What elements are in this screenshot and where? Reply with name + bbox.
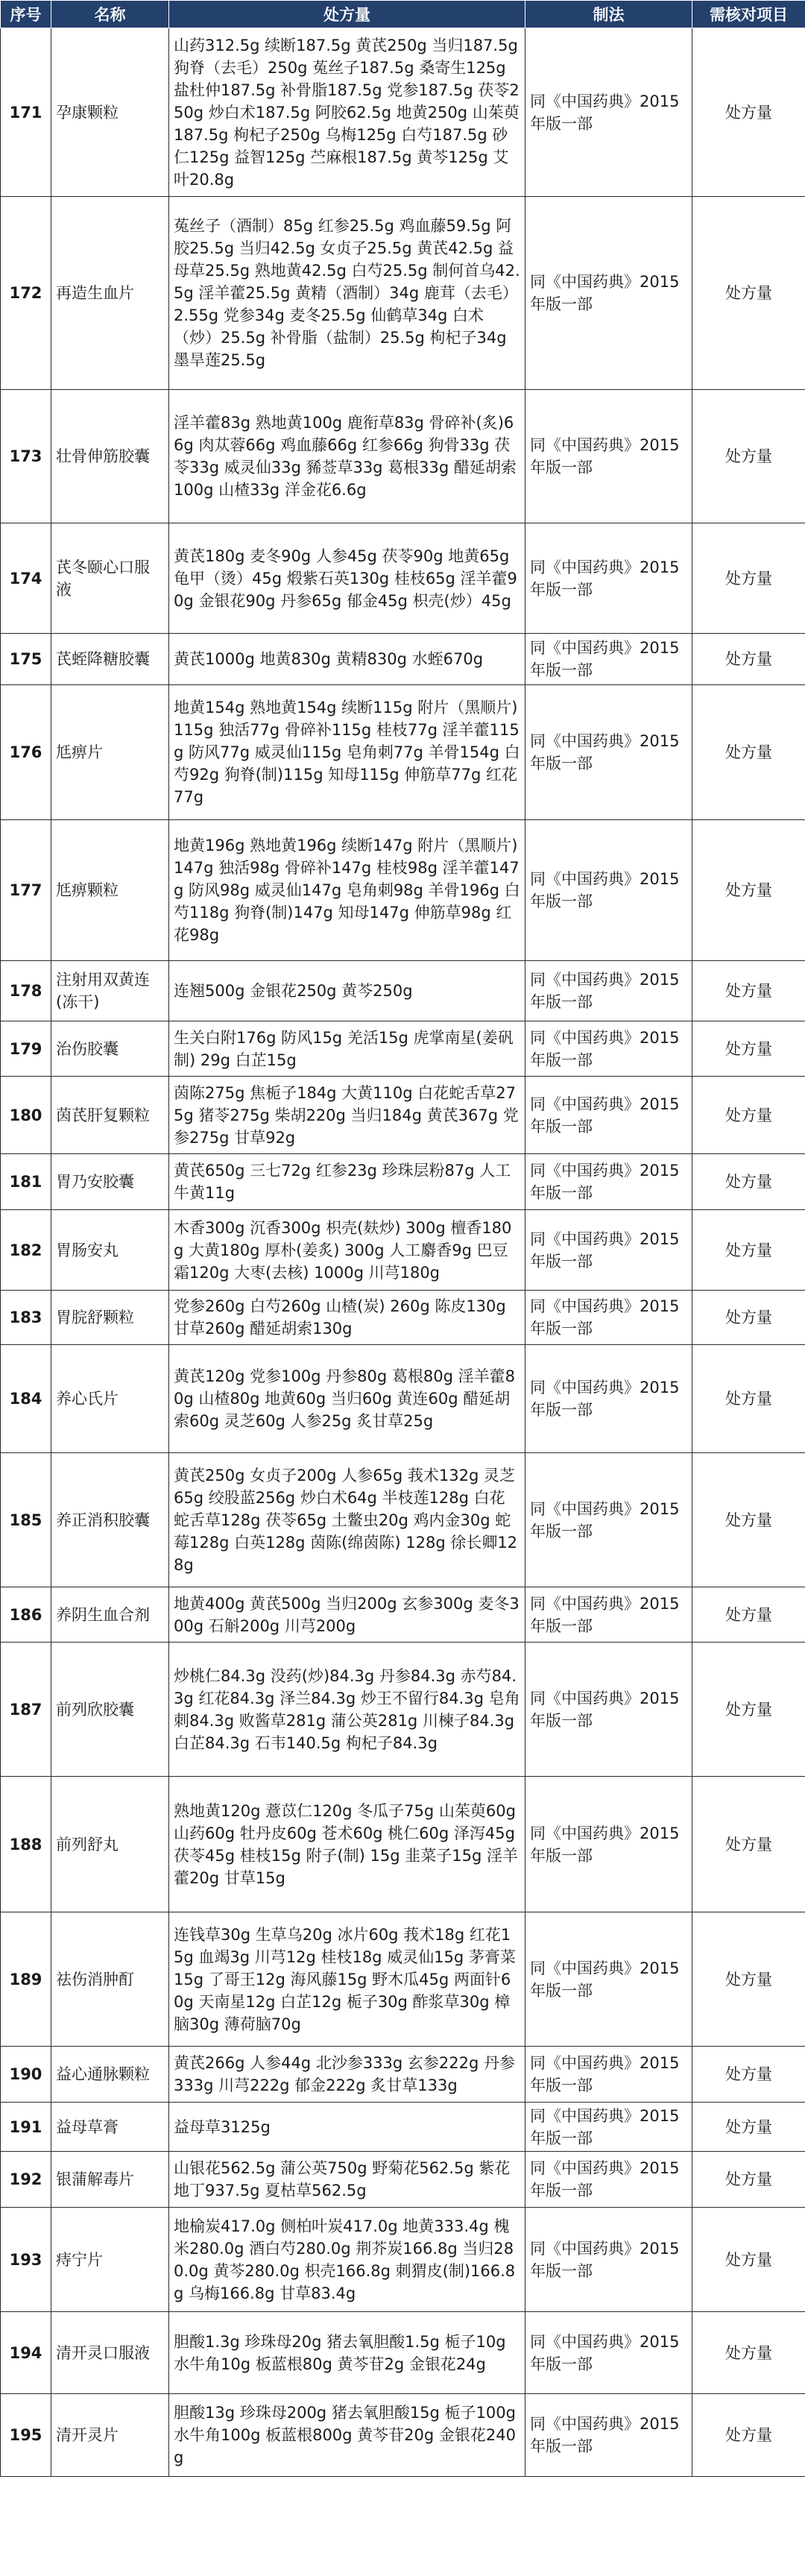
row-no: 175 [1, 634, 51, 685]
table-row [1, 1912, 805, 2047]
table-row [1, 2047, 805, 2103]
row-name: 痔宁片 [51, 2208, 169, 2312]
row-name: 养心氏片 [51, 1345, 169, 1453]
header-prescription: 处方量 [169, 1, 525, 28]
table-row [1, 820, 805, 961]
row-prescription: 黄芪180g 麦冬90g 人参45g 茯苓90g 地黄65g 龟甲（烫）45g 煅紫石英130g 桂枝65g 淫羊藿90g 金银花90g 丹参65g 郁金45g 枳壳(炒）45g [169, 523, 525, 634]
row-method: 同《中国药典》2015年版一部 [525, 1587, 692, 1643]
row-prescription: 黄芪1000g 地黄830g 黄精830g 水蛭670g [169, 634, 525, 685]
row-no: 181 [1, 1154, 51, 1210]
row-no: 183 [1, 1291, 51, 1345]
row-method: 同《中国药典》2015年版一部 [525, 197, 692, 390]
row-check: 处方量 [692, 1291, 805, 1345]
row-method: 同《中国药典》2015年版一部 [525, 2152, 692, 2208]
row-method: 同《中国药典》2015年版一部 [525, 634, 692, 685]
row-check: 处方量 [692, 1643, 805, 1777]
row-check: 处方量 [692, 1154, 805, 1210]
row-method: 同《中国药典》2015年版一部 [525, 1643, 692, 1777]
row-name: 益母草膏 [51, 2103, 169, 2152]
header-check: 需核对项目 [692, 1, 805, 28]
row-check: 处方量 [692, 1210, 805, 1291]
row-name: 清开灵片 [51, 2394, 169, 2477]
row-check: 处方量 [692, 28, 805, 197]
row-method: 同《中国药典》2015年版一部 [525, 28, 692, 197]
row-prescription: 山银花562.5g 蒲公英750g 野菊花562.5g 紫花地丁937.5g 夏枯草562.5g [169, 2152, 525, 2208]
row-name: 芪蛭降糖胶囊 [51, 634, 169, 685]
row-prescription: 连翘500g 金银花250g 黄芩250g [169, 961, 525, 1021]
header-method: 制法 [525, 1, 692, 28]
row-no: 174 [1, 523, 51, 634]
row-check: 处方量 [692, 523, 805, 634]
table-row [1, 1210, 805, 1291]
table-row [1, 2394, 805, 2477]
row-method: 同《中国药典》2015年版一部 [525, 1345, 692, 1453]
row-name: 清开灵口服液 [51, 2312, 169, 2394]
row-check: 处方量 [692, 2047, 805, 2103]
row-prescription: 党参260g 白芍260g 山楂(炭) 260g 陈皮130g 甘草260g 醋延胡索130g [169, 1291, 525, 1345]
row-name: 祛伤消肿酊 [51, 1912, 169, 2047]
row-method: 同《中国药典》2015年版一部 [525, 1777, 692, 1912]
row-prescription: 生关白附176g 防风15g 羌活15g 虎掌南星(姜矾制) 29g 白芷15g [169, 1021, 525, 1077]
header-no: 序号 [1, 1, 51, 28]
row-prescription: 黄芪120g 党参100g 丹参80g 葛根80g 淫羊藿80g 山楂80g 地黄60g 当归60g 黄连60g 醋延胡索60g 灵芝60g 人参25g 炙甘草25g [169, 1345, 525, 1453]
table-row [1, 1077, 805, 1154]
table-row [1, 390, 805, 523]
table-row [1, 685, 805, 820]
row-check: 处方量 [692, 1453, 805, 1587]
row-name: 养正消积胶囊 [51, 1453, 169, 1587]
row-method: 同《中国药典》2015年版一部 [525, 820, 692, 961]
row-check: 处方量 [692, 961, 805, 1021]
row-no: 191 [1, 2103, 51, 2152]
row-prescription: 胆酸13g 珍珠母200g 猪去氧胆酸15g 栀子100g 水牛角100g 板蓝根800g 黄芩苷20g 金银花240g [169, 2394, 525, 2477]
row-method: 同《中国药典》2015年版一部 [525, 2047, 692, 2103]
row-method: 同《中国药典》2015年版一部 [525, 1021, 692, 1077]
row-method: 同《中国药典》2015年版一部 [525, 1210, 692, 1291]
table-row [1, 1643, 805, 1777]
row-check: 处方量 [692, 197, 805, 390]
row-no: 190 [1, 2047, 51, 2103]
row-check: 处方量 [692, 1345, 805, 1453]
row-check: 处方量 [692, 390, 805, 523]
table-row [1, 961, 805, 1021]
row-no: 193 [1, 2208, 51, 2312]
table-row [1, 2208, 805, 2312]
row-no: 182 [1, 1210, 51, 1291]
row-no: 171 [1, 28, 51, 197]
row-no: 195 [1, 2394, 51, 2477]
row-prescription: 山药312.5g 续断187.5g 黄芪250g 当归187.5g 狗脊（去毛）250g 菟丝子187.5g 桑寄生125g 盐杜仲187.5g 补骨脂187.5g 党参187.5g 茯苓250g 炒白术187.5g 阿胶62.5g 地黄250g 山茱萸187.5g 枸杞子250g 乌梅125g 白芍187.5g 砂仁125g 益智125g 苎麻根187.5g 黄芩125g 艾叶20.8g [169, 28, 525, 197]
row-no: 187 [1, 1643, 51, 1777]
row-no: 194 [1, 2312, 51, 2394]
row-no: 188 [1, 1777, 51, 1912]
row-name: 胃肠安丸 [51, 1210, 169, 1291]
table-row [1, 2152, 805, 2208]
row-prescription: 黄芪650g 三七72g 红参23g 珍珠层粉87g 人工牛黄11g [169, 1154, 525, 1210]
row-check: 处方量 [692, 2208, 805, 2312]
header-name: 名称 [51, 1, 169, 28]
row-name: 治伤胶囊 [51, 1021, 169, 1077]
table-row [1, 197, 805, 390]
row-name: 益心通脉颗粒 [51, 2047, 169, 2103]
row-prescription: 黄芪266g 人参44g 北沙参333g 玄参222g 丹参333g 川芎222g 郁金222g 炙甘草133g [169, 2047, 525, 2103]
row-method: 同《中国药典》2015年版一部 [525, 1453, 692, 1587]
row-no: 173 [1, 390, 51, 523]
table-row [1, 634, 805, 685]
row-name: 养阴生血合剂 [51, 1587, 169, 1643]
row-prescription: 地黄154g 熟地黄154g 续断115g 附片（黑顺片)115g 独活77g 骨碎补115g 桂枝77g 淫羊藿115g 防风77g 威灵仙115g 皂角刺77g 羊骨154g 白芍92g 狗脊(制)115g 知母115g 伸筋草77g 红花77g [169, 685, 525, 820]
row-prescription: 胆酸1.3g 珍珠母20g 猪去氧胆酸1.5g 栀子10g 水牛角10g 板蓝根80g 黄芩苷2g 金银花24g [169, 2312, 525, 2394]
row-no: 172 [1, 197, 51, 390]
row-prescription: 菟丝子（酒制）85g 红参25.5g 鸡血藤59.5g 阿胶25.5g 当归42.5g 女贞子25.5g 黄芪42.5g 益母草25.5g 熟地黄42.5g 白芍25.5g 制何首乌42.5g 淫羊藿25.5g 黄精（酒制）34g 鹿茸（去毛）2.55g 党参34g 麦冬25.5g 仙鹤草34g 白术（炒）25.5g 补骨脂（盐制）25.5g 枸杞子34g 墨旱莲25.5g [169, 197, 525, 390]
row-name: 芪冬颐心口服液 [51, 523, 169, 634]
row-no: 189 [1, 1912, 51, 2047]
table-row [1, 1291, 805, 1345]
row-no: 178 [1, 961, 51, 1021]
row-no: 186 [1, 1587, 51, 1643]
row-method: 同《中国药典》2015年版一部 [525, 2394, 692, 2477]
table-row [1, 2103, 805, 2152]
row-method: 同《中国药典》2015年版一部 [525, 2208, 692, 2312]
row-prescription: 黄芪250g 女贞子200g 人参65g 莪术132g 灵芝65g 绞股蓝256g 炒白术64g 半枝莲128g 白花蛇舌草128g 茯苓65g 土鳖虫20g 鸡内金30g 蛇莓128g 白英128g 茵陈(绵茵陈) 128g 徐长卿128g [169, 1453, 525, 1587]
row-no: 177 [1, 820, 51, 961]
row-check: 处方量 [692, 1587, 805, 1643]
row-method: 同《中国药典》2015年版一部 [525, 2312, 692, 2394]
row-method: 同《中国药典》2015年版一部 [525, 523, 692, 634]
row-prescription: 地黄196g 熟地黄196g 续断147g 附片（黑顺片)147g 独活98g 骨碎补147g 桂枝98g 淫羊藿147g 防风98g 威灵仙147g 皂角刺98g 羊骨196g 白芍118g 狗脊(制)147g 知母147g 伸筋草98g 红花98g [169, 820, 525, 961]
table-header-row [1, 1, 805, 28]
row-prescription: 连钱草30g 生草乌20g 冰片60g 莪术18g 红花15g 血竭3g 川芎12g 桂枝18g 威灵仙15g 茅膏菜15g 了哥王12g 海风藤15g 野木瓜45g 两面针60g 天南星12g 白芷12g 栀子30g 酢浆草30g 樟脑30g 薄荷脑70g [169, 1912, 525, 2047]
row-check: 处方量 [692, 685, 805, 820]
row-prescription: 茵陈275g 焦栀子184g 大黄110g 白花蛇舌草275g 猪苓275g 柴胡220g 当归184g 黄芪367g 党参275g 甘草92g [169, 1077, 525, 1154]
row-method: 同《中国药典》2015年版一部 [525, 961, 692, 1021]
row-name: 再造生血片 [51, 197, 169, 390]
row-prescription: 木香300g 沉香300g 枳壳(麸炒) 300g 檀香180g 大黄180g 厚朴(姜炙) 300g 人工麝香9g 巴豆霜120g 大枣(去核) 1000g 川芎180g [169, 1210, 525, 1291]
row-name: 胃脘舒颗粒 [51, 1291, 169, 1345]
row-check: 处方量 [692, 1021, 805, 1077]
row-name: 孕康颗粒 [51, 28, 169, 197]
row-prescription: 淫羊藿83g 熟地黄100g 鹿衔草83g 骨碎补(炙)66g 肉苁蓉66g 鸡血藤66g 红参66g 狗骨33g 茯苓33g 威灵仙33g 豨莶草33g 葛根33g 醋延胡索100g 山楂33g 洋金花6.6g [169, 390, 525, 523]
row-no: 192 [1, 2152, 51, 2208]
row-name: 前列欣胶囊 [51, 1643, 169, 1777]
table-row [1, 1777, 805, 1912]
row-name: 胃乃安胶囊 [51, 1154, 169, 1210]
row-check: 处方量 [692, 1912, 805, 2047]
table-row [1, 28, 805, 197]
row-check: 处方量 [692, 2103, 805, 2152]
table-row [1, 1154, 805, 1210]
row-prescription: 益母草3125g [169, 2103, 525, 2152]
row-method: 同《中国药典》2015年版一部 [525, 1291, 692, 1345]
table-row [1, 1021, 805, 1077]
row-prescription: 地黄400g 黄芪500g 当归200g 玄参300g 麦冬300g 石斛200g 川芎200g [169, 1587, 525, 1643]
row-no: 180 [1, 1077, 51, 1154]
row-no: 185 [1, 1453, 51, 1587]
row-name: 尪痹颗粒 [51, 820, 169, 961]
row-name: 尪痹片 [51, 685, 169, 820]
row-check: 处方量 [692, 2312, 805, 2394]
row-method: 同《中国药典》2015年版一部 [525, 1077, 692, 1154]
row-name: 注射用双黄连(冻干) [51, 961, 169, 1021]
row-prescription: 熟地黄120g 薏苡仁120g 冬瓜子75g 山茱萸60g 山药60g 牡丹皮60g 苍术60g 桃仁60g 泽泻45g 茯苓45g 桂枝15g 附子(制) 15g 韭菜子15g 淫羊藿20g 甘草15g [169, 1777, 525, 1912]
row-method: 同《中国药典》2015年版一部 [525, 2103, 692, 2152]
row-method: 同《中国药典》2015年版一部 [525, 390, 692, 523]
row-check: 处方量 [692, 820, 805, 961]
row-prescription: 炒桃仁84.3g 没药(炒)84.3g 丹参84.3g 赤芍84.3g 红花84.3g 泽兰84.3g 炒王不留行84.3g 皂角刺84.3g 败酱草281g 蒲公英281g 川楝子84.3g 白芷84.3g 石韦140.5g 枸杞子84.3g [169, 1643, 525, 1777]
row-no: 176 [1, 685, 51, 820]
table-row [1, 1587, 805, 1643]
row-check: 处方量 [692, 1077, 805, 1154]
row-no: 184 [1, 1345, 51, 1453]
row-check: 处方量 [692, 1777, 805, 1912]
row-method: 同《中国药典》2015年版一部 [525, 1912, 692, 2047]
row-name: 茵芪肝复颗粒 [51, 1077, 169, 1154]
table-row [1, 2312, 805, 2394]
row-prescription: 地榆炭417.0g 侧柏叶炭417.0g 地黄333.4g 槐米280.0g 酒白芍280.0g 荆芥炭166.8g 当归280.0g 黄芩280.0g 枳壳166.8g 刺猬皮(制)166.8g 乌梅166.8g 甘草83.4g [169, 2208, 525, 2312]
row-name: 银蒲解毒片 [51, 2152, 169, 2208]
row-method: 同《中国药典》2015年版一部 [525, 685, 692, 820]
table-row [1, 1453, 805, 1587]
row-name: 前列舒丸 [51, 1777, 169, 1912]
row-method: 同《中国药典》2015年版一部 [525, 1154, 692, 1210]
row-check: 处方量 [692, 2394, 805, 2477]
row-check: 处方量 [692, 634, 805, 685]
row-check: 处方量 [692, 2152, 805, 2208]
table-row [1, 523, 805, 634]
row-name: 壮骨伸筋胶囊 [51, 390, 169, 523]
table-row [1, 1345, 805, 1453]
row-no: 179 [1, 1021, 51, 1077]
